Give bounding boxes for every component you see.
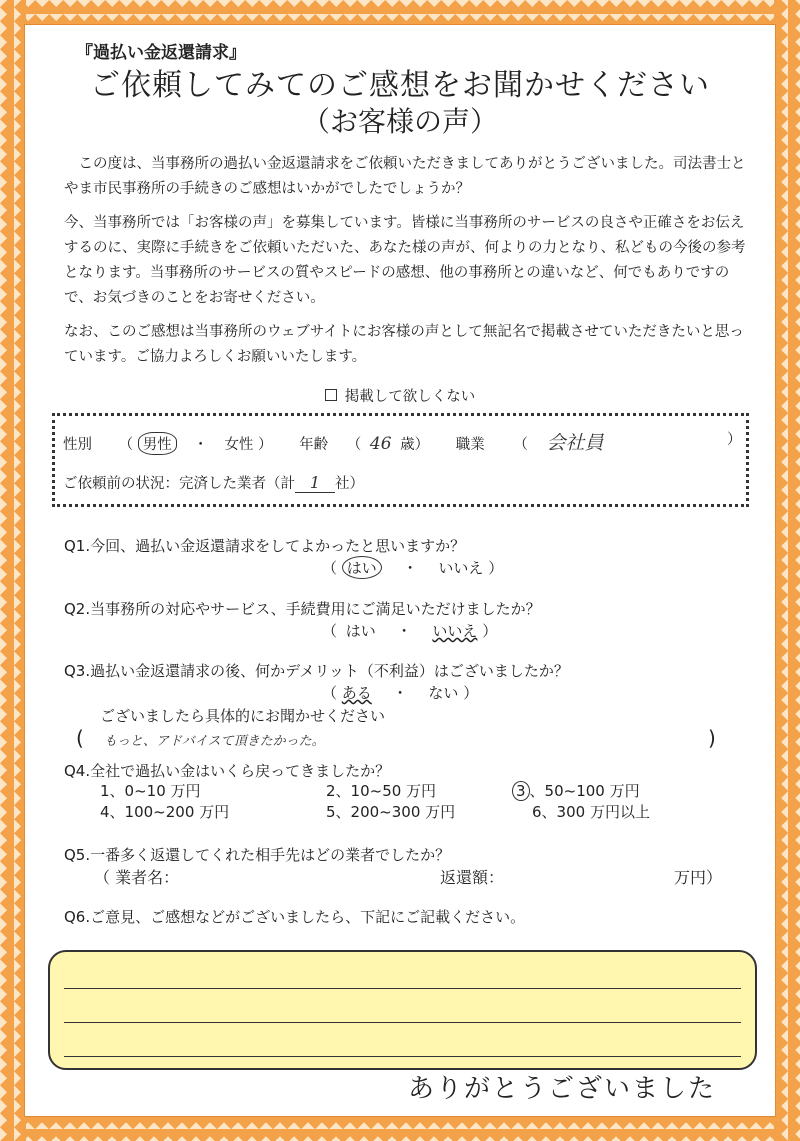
intro-paragraph-2: 今、当事務所では「お客様の声」を募集しています。皆様に当事務所のサービスの良さや正確さをお伝えするのに、実際に手続きをご依頼いただいた、あなた様の声が、何よりの力となり、私どもの今後の参考となります。当事務所のサービスの質やスピードの感想、他の事務所との違いなど、何でもありですので、お気づきのことをお寄せください。 — [64, 215, 746, 306]
no-publish-option[interactable] — [0, 385, 800, 406]
q5-question: Q5.一番多く返還してくれた相手先はどの業者でしたか？ — [64, 846, 451, 864]
decorative-border-left — [0, 0, 26, 1141]
q1-option-yes-selected[interactable]: はい — [342, 556, 382, 579]
no-publish-checkbox[interactable] — [325, 389, 337, 401]
q3-detail-prompt: ございましたら具体的にお聞かせください — [100, 707, 386, 725]
document-tag: 『過払い金返還請求』 — [76, 43, 246, 63]
profile-row: 性別 （ 男性 ・ 女性 ） 年齢 （ 46 歳） 職業 （ 会社員 — [63, 432, 604, 454]
q3-option-yes-selected[interactable]: ある — [341, 684, 372, 702]
q1-answer: （ はい ・ いいえ ） — [322, 556, 503, 579]
q5-amount-unit: 万円） — [674, 868, 723, 887]
decorative-border-bottom — [0, 1115, 800, 1141]
q2-answer: （ はい ・ いいえ ） — [322, 622, 498, 640]
gender-label: 性別 — [63, 437, 92, 453]
q5-amount-label: 返還額： — [440, 868, 505, 887]
q4-option-4[interactable]: 4、100~200 万円 — [100, 803, 230, 821]
q5-company-label: （ 業者名： — [94, 868, 180, 887]
page-subtitle: （お客様の声） — [301, 105, 498, 138]
q1-option-no[interactable]: いいえ — [438, 559, 484, 577]
q4-question: Q4.全社で過払い金はいくら戻ってきましたか？ — [64, 762, 391, 780]
comment-box[interactable] — [48, 950, 757, 1070]
intro-paragraph-1: この度は、当事務所の過払い金返還請求をご依頼いただきましてありがとうございました。司法書士とやま市民事務所の手続きのご感想はいかがでしたでしょうか？ — [64, 156, 746, 197]
job-value[interactable]: 会社員 — [546, 432, 604, 454]
decorative-border-top — [0, 0, 800, 26]
gender-male-selected[interactable]: 男性 — [138, 432, 177, 455]
intro-paragraph-3: なお、このご感想は当事務所のウェブサイトにお客様の声として無記名で掲載させていただきたいと思っています。ご協力よろしくお願いいたします。 — [64, 324, 744, 365]
q3-question: Q3.過払い金返還請求の後、何かデメリット（不利益）はございましたか？ — [64, 662, 569, 680]
age-value[interactable]: 46 — [369, 434, 392, 454]
closing-thanks: ありがとうございました — [408, 1074, 717, 1104]
q4-option-5[interactable]: 5、200~300 万円 — [326, 803, 456, 821]
q4-option-2[interactable]: 2、10~50 万円 — [326, 782, 437, 800]
q2-option-yes[interactable]: はい — [345, 622, 376, 640]
q2-question: Q2.当事務所の対応やサービス、手続費用にご満足いただけましたか？ — [64, 600, 541, 618]
job-label: 職業 — [455, 437, 485, 453]
q6-question: Q6.ご意見、ご感想などがございましたら、下記にご記載ください。 — [64, 908, 526, 926]
q4-option-3-selected[interactable]: 3 、50~100 万円 — [512, 780, 640, 801]
page-title: ご依頼してみてのご感想をお聞かせください — [90, 68, 710, 103]
q3-answer: （ ある ・ ない ） — [322, 684, 479, 702]
q1-question: Q1.今回、過払い金返還請求をしてよかったと思いますか？ — [64, 537, 466, 555]
age-label: 年齢 — [299, 437, 329, 453]
q3-detail-answer[interactable]: もっと、アドバイスて頂きたかった。 — [104, 734, 325, 749]
comment-line — [64, 1022, 741, 1023]
status-row: ご依頼前の状況：完済した業者（計 1 社） — [63, 473, 364, 492]
comment-line — [64, 988, 741, 989]
decorative-border-right — [774, 0, 800, 1141]
status-label: ご依頼前の状況：完済した業者（計 — [63, 476, 295, 492]
q4-option-1[interactable]: 1、0~10 万円 — [100, 782, 201, 800]
q4-option-6[interactable]: 6、300 万円以上 — [532, 803, 650, 821]
profile-box: 性別 （ 男性 ・ 女性 ） 年齢 （ 46 歳） 職業 （ 会社員 ） ご依頼前の状況：完済した業者（計 1 社） — [52, 413, 749, 507]
q2-option-no-selected[interactable]: いいえ — [432, 622, 478, 640]
comment-line — [64, 1056, 741, 1057]
gender-female[interactable]: 女性 — [224, 437, 254, 453]
q3-option-no[interactable]: ない — [428, 684, 459, 702]
no-publish-label: 掲載して欲しくない — [344, 389, 476, 405]
status-count-value[interactable]: 1 — [295, 473, 335, 493]
